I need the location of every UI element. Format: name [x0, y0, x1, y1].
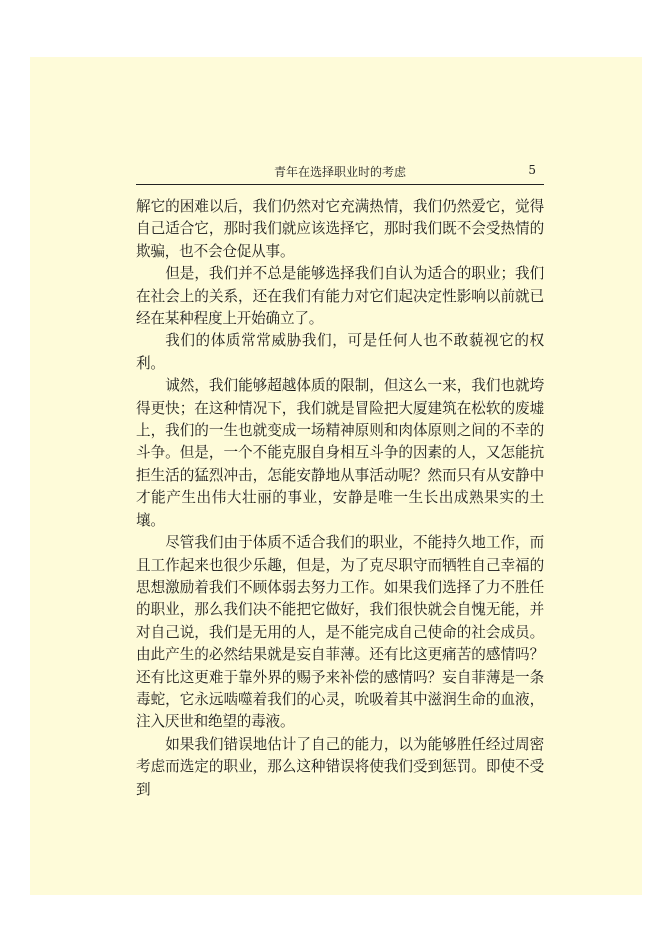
paragraph: 但是，我们并不总是能够选择我们自认为适合的职业；我们在社会上的关系，还在我们有能力对它们起决定性影响以前就已经在某种程度上开始确立了。	[136, 265, 544, 328]
paragraph: 尽管我们由于体质不适合我们的职业，不能持久地工作，而且工作起来也很少乐趣，但是，为了克尽职守而牺牲自己幸福的思想激励着我们不顾体弱去努力工作。如果我们选择了力不胜任的职业，那么我们决不能把它做好，我们很快就会自愧无能，并对自己说，我们是无用的人，是不能完成自己使命的社会成员。由此产生的必然结果就是妄自菲薄。还有比这更痛苦的感情吗？还有比这更难于靠外界的赐予来补偿的感情吗？妄自菲薄是一条毒蛇，它永远啮噬着我们的心灵，吮吸着其中滋润生命的血液，注入厌世和绝望的毒液。	[136, 534, 544, 731]
paragraph: 诚然，我们能够超越体质的限制，但这么一来，我们也就垮得更快；在这种情况下，我们就是冒险把大厦建筑在松软的废墟上，我们的一生也就变成一场精神原则和肉体原则之间的不幸的斗争。但是，一个不能克服自身相互斗争的因素的人，又怎能抗拒生活的猛烈冲击，怎能安静地从事活动呢？然而只有从安静中才能产生出伟大壮丽的事业，安静是唯一生长出成熟果实的土壤。	[136, 377, 544, 529]
paragraph: 解它的困难以后，我们仍然对它充满热情，我们仍然爱它，觉得自己适合它，那时我们就应该选择它，那时我们既不会受热情的欺骗，也不会仓促从事。	[136, 198, 544, 260]
header-title: 青年在选择职业时的考虑	[273, 165, 406, 179]
paragraph: 我们的体质常常威胁我们，可是任何人也不敢藐视它的权利。	[136, 332, 544, 372]
body-text	[136, 196, 544, 801]
running-header	[136, 162, 544, 185]
paragraph: 如果我们错误地估计了自己的能力，以为能够胜任经过周密考虑而选定的职业，那么这种错误将使我们受到惩罚。即使不受到	[136, 735, 544, 798]
page-number: 5	[528, 163, 536, 177]
